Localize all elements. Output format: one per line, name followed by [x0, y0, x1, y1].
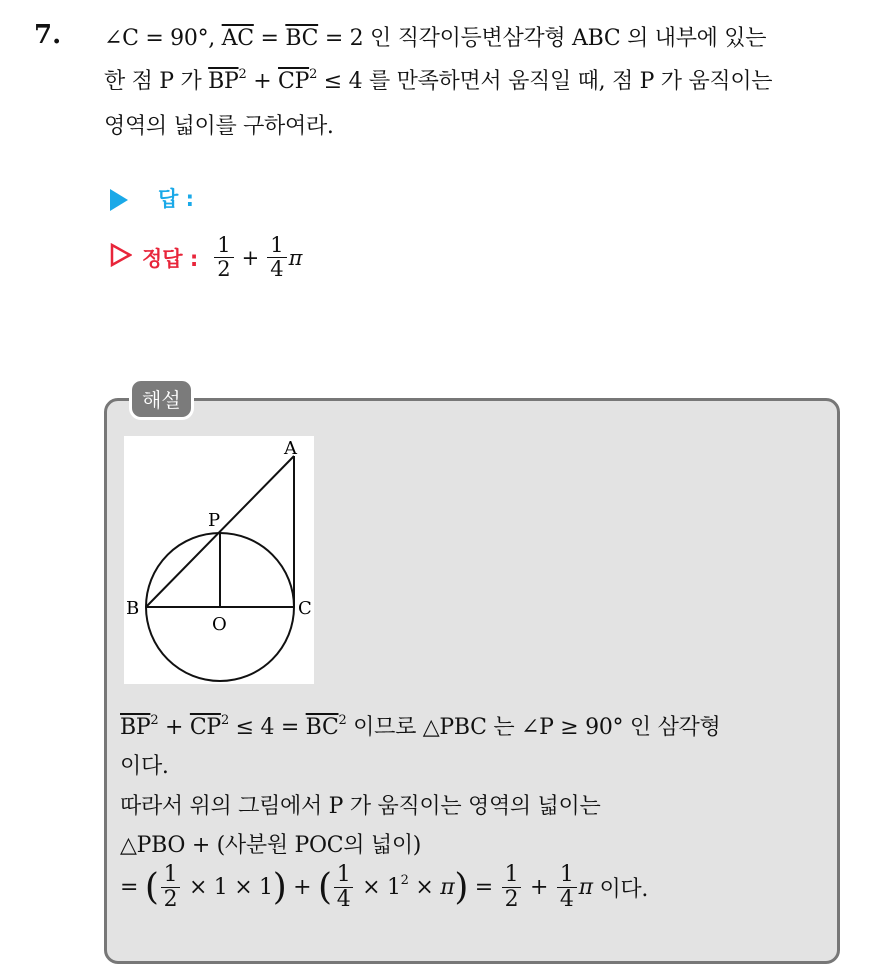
play-icon: [110, 189, 128, 211]
label-o: O: [212, 614, 227, 635]
explanation-line-4: △PBO + (사분원 POC의 넓이): [120, 833, 422, 858]
correct-label: 정답 :: [142, 246, 199, 271]
triangle-circle-figure: [124, 436, 314, 684]
explanation-line-3: 따라서 위의 그림에서 P 가 움직이는 영역의 넓이는: [120, 794, 601, 819]
answer-label: 답 :: [158, 187, 194, 211]
explanation-line-5: = ( $\frac{1}{2}$ × 1 × 1 ) + ( $\frac{1}{4}$ × $1^2 \times \pi$ ) = $\frac{1}{2}$ + $\frac{1}{4}$ π 이다.: [120, 862, 649, 912]
explanation-tag: 해설: [129, 378, 194, 420]
answer-row: [110, 183, 194, 213]
label-c: C: [298, 598, 312, 619]
explanation-line-2: 이다.: [120, 754, 169, 779]
label-a: A: [284, 438, 297, 459]
problem-number: 7.: [34, 20, 62, 50]
label-b: B: [126, 598, 140, 619]
correct-value: $\frac{1}{2}$ + $\frac{1}{4}$ π: [212, 234, 302, 281]
problem-line-3: 영역의 넓이를 구하여라.: [104, 114, 334, 139]
explanation-line-1: $\overline{BP}^2 + \overline{CP}^2 \le 4 = \overline{BC}^2$ 이므로 △PBC 는 ∠P ≥ 90° 인 삼각형: [120, 713, 721, 740]
label-p: P: [208, 510, 221, 531]
outline-play-icon: [110, 243, 132, 272]
problem-line-2: 한 점 P 가 $\overline{BP}^2 + \overline{CP}^2 \le 4$ 를 만족하면서 움직일 때, 점 P 가 움직이는: [104, 67, 773, 94]
correct-answer-row: [110, 234, 302, 281]
problem-line-1: ∠C = 90°, $\overline{AC} = \overline{BC} = 2$ 인 직각이등변삼각형 ABC 의 내부에 있는: [104, 26, 767, 51]
